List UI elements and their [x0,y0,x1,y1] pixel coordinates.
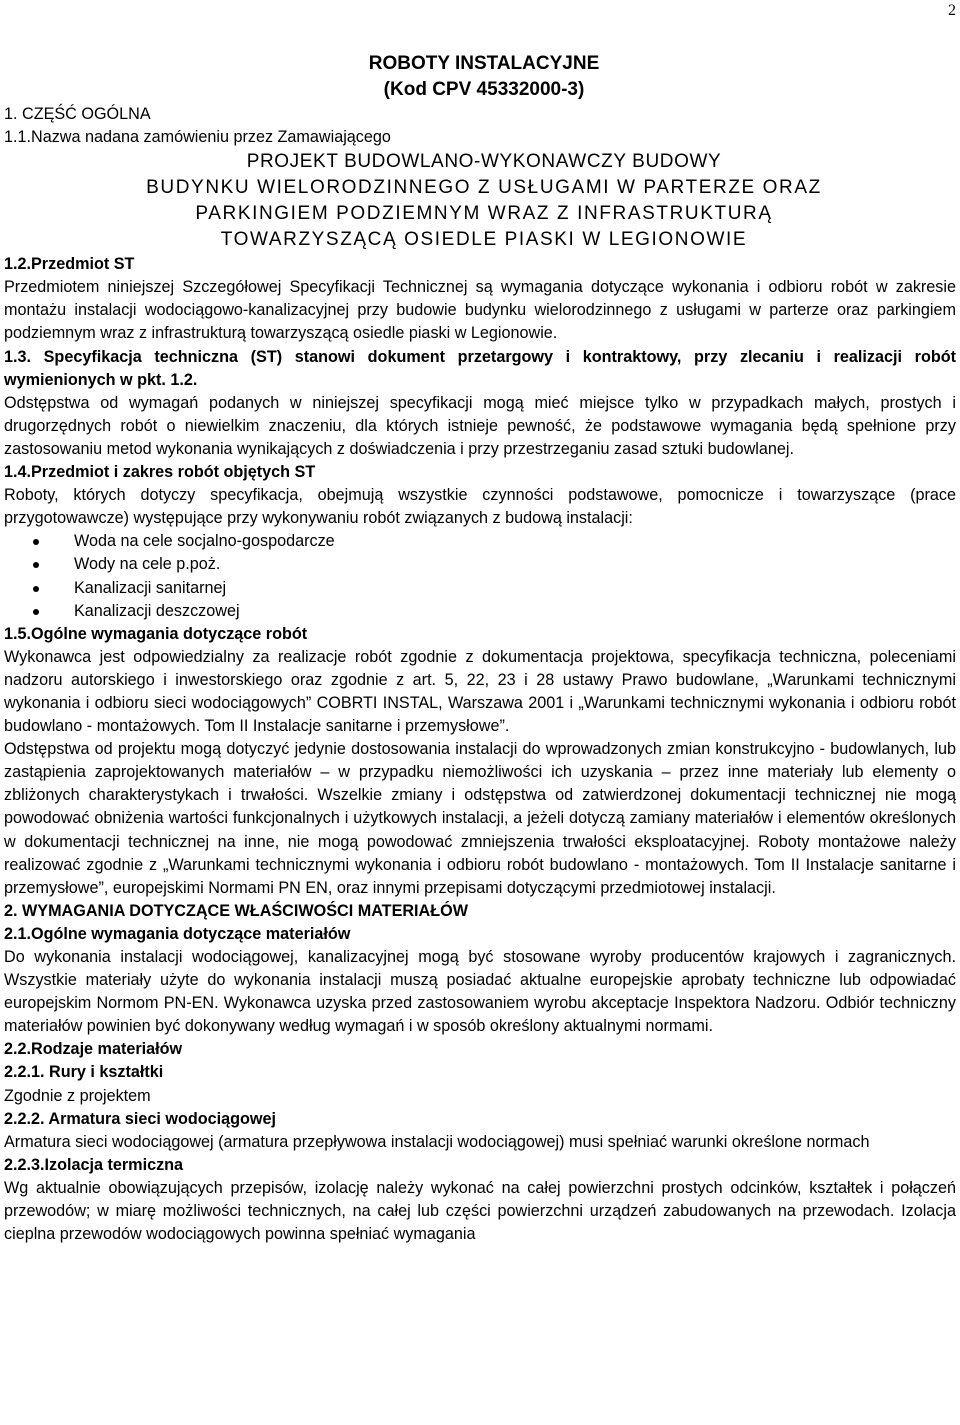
title-line-2: (Kod CPV 45332000-3) [383,79,585,100]
section-2-2-3-heading: 2.2.3.Izolacja termiczna [4,1155,184,1174]
section-2-2-2-heading: 2.2.2. Armatura sieci wodociągowej [4,1109,276,1128]
list-item-text: Woda na cele socjalno-gospodarcze [74,532,335,551]
list-item [74,553,956,576]
bullet-icon [33,586,39,592]
document-title [4,51,956,103]
project-line-2: BUDYNKU WIELORODZINNEGO Z USŁUGAMI W PARTERZE ORAZ [146,177,822,199]
document-content [4,51,956,1246]
section-2-1-heading: 2.1.Ogólne wymagania dotyczące materiałów [4,924,351,943]
section-1-5-text-1: Wykonawca jest odpowiedzialny za realizacje robót zgodnie z dokumentacja projektowa, specyfikacja techniczna, poleceniami nadzoru autorskiego i inwestorskiego oraz zgodnie z art. 5, 22, 23 i 28 ustawy Prawo budowlane, „Warunkami technicznymi wykonania i odbioru sieci wodociągowych” COBRTI INSTAL, Warszawa 2001 i „Warunkami technicznymi wykonania i odbioru robót budowlano - montażowych. Tom II Instalacje sanitarne i przemysłowe”. [4,647,956,736]
section-2-2-2-text: Armatura sieci wodociągowej (armatura przepływowa instalacji wodociągowej) musi spełniać warunki określone normach [4,1132,870,1151]
section-2-2-1-heading: 2.2.1. Rury i kształtki [4,1063,164,1082]
section-1-2-heading: 1.2.Przedmiot ST [4,255,135,274]
installation-list [4,530,956,622]
section-1-1-heading: 1.1.Nazwa nadana zamówieniu przez Zamawiającego [4,128,391,147]
bullet-icon [33,539,39,545]
project-name [4,149,956,253]
section-2-heading: 2. WYMAGANIA DOTYCZĄCE WŁAŚCIWOŚCI MATERIAŁÓW [4,901,469,920]
page-number: 2 [948,2,956,19]
section-1-4-heading: 1.4.Przedmiot i zakres robót objętych ST [4,463,316,482]
section-1-5-heading: 1.5.Ogólne wymagania dotyczące robót [4,624,308,643]
project-line-1: PROJEKT BUDOWLANO-WYKONAWCZY BUDOWY [246,151,722,173]
bullet-icon [33,562,39,568]
list-item [74,530,956,553]
list-item [74,577,956,600]
list-item-text: Kanalizacji deszczowej [74,601,240,620]
section-1-3-text: Odstępstwa od wymagań podanych w niniejszej specyfikacji mogą mieć miejsce tylko w przypadkach małych, prostych i drugorzędnych robót o niewielkim znaczeniu, dla których istnieje pewność, że podstawowe wymagania będą spełnione przy zastosowaniu metod wykonania wynikających z doświadczenia i przy przestrzeganiu zasad sztuki budowlanej. [4,393,956,458]
section-1-2-text: Przedmiotem niniejszej Szczegółowej Specyfikacji Technicznej są wymagania dotyczące wykonania i odbioru robót w zakresie montażu instalacji wodociągowo-kanalizacyjnej przy budowie budynku wielorodzinnego z usługami w parterze oraz parkingiem podziemnym wraz z infrastrukturą towarzyszącą osiedle piaski w Legionowie. [4,278,956,343]
project-line-3: PARKINGIEM PODZIEMNYM WRAZ Z INFRASTRUKTURĄ [195,203,773,225]
list-item-text: Wody na cele p.poż. [74,555,221,574]
section-2-2-1-text: Zgodnie z projektem [4,1086,151,1105]
section-2-1-text: Do wykonania instalacji wodociągowej, kanalizacyjnej mogą być stosowane wyroby producentów krajowych i zagranicznych. Wszystkie materiały użyte do wykonania instalacji muszą posiadać aktualne europejskie aprobaty techniczne lub odpowiadać europejskim Normom PN-EN. Wykonawca uzyska przed zastosowaniem wyrobu akceptacje Inspektora Nadzoru. Odbiór techniczny materiałów powinien być dokonywany według wymagań i w sposób określony aktualnymi normami. [4,948,956,1036]
section-1-5-text-2: Odstępstwa od projektu mogą dotyczyć jedynie dostosowania instalacji do wprowadzonych zmian konstrukcyjno - budowlanych, lub zastąpienia zaprojektowanych materiałów – w przypadku niemożliwości ich uzyskania – przez inne materiały lub elementy o zbliżonych charakterystykach i trwałości. Wszelkie zmiany i odstępstwa od zatwierdzonej dokumentacji technicznej nie mogą powodować obniżenia wartości funkcjonalnych i użytkowych instalacji, a jeżeli dotyczą zamiany materiałów i elementów określonych w dokumentacji technicznej na inne, nie mogą powodować zmniejszenia trwałości eksploatacyjnej. Roboty montażowe należy realizować zgodnie z „Warunkami technicznymi wykonania i odbioru robót budowlano - montażowych. Tom II Instalacje sanitarne i przemysłowe”, europejskimi Normami PN EN, oraz innymi przepisami dotyczącymi przedmiotowej instalacji. [4,740,956,897]
section-1-3-heading: 1.3. Specyfikacja techniczna (ST) stanowi dokument przetargowy i kontraktowy, przy zlecaniu i realizacji robót wymienionych w pkt. 1.2. [4,347,956,389]
section-1-heading: 1. CZĘŚĆ OGÓLNA [4,105,151,123]
list-item-text: Kanalizacji sanitarnej [74,578,227,597]
project-line-4: TOWARZYSZĄCĄ OSIEDLE PIASKI W LEGIONOWIE [220,229,748,251]
list-item [74,600,956,623]
section-2-2-heading: 2.2.Rodzaje materiałów [4,1040,183,1059]
bullet-icon [33,609,39,615]
title-line-1: ROBOTY INSTALACYJNE [368,53,600,74]
section-1-4-text: Roboty, których dotyczy specyfikacja, obejmują wszystkie czynności podstawowe, pomocnicze i towarzyszące (prace przygotowawcze) występujące przy wykonywaniu robót związanych z budową instalacji: [4,486,956,528]
section-2-2-3-text: Wg aktualnie obowiązujących przepisów, izolację należy wykonać na całej powierzchni prostych odcinków, kształtek i połączeń przewodów; w miarę możliwości technicznych, na całej lub części powierzchni urządzeń zabudowanych na przewodach. Izolacja cieplna przewodów wodociągowych powinna spełniać wymagania [4,1178,956,1244]
